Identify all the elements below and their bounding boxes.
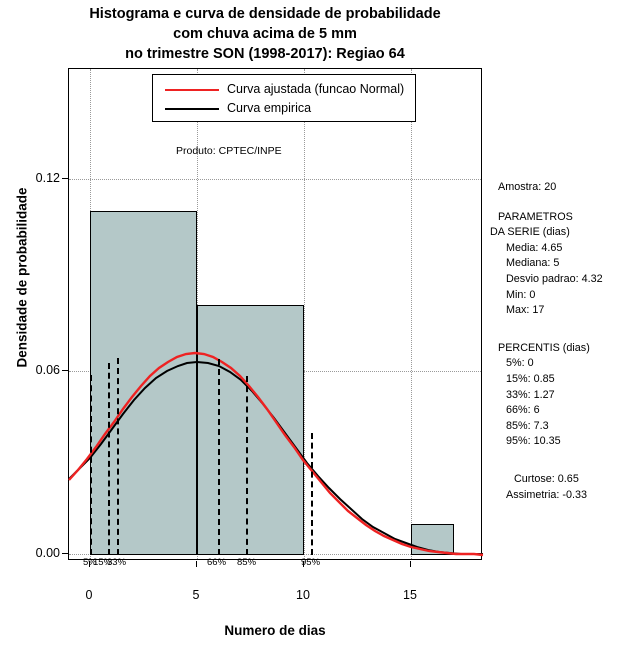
chart-title	[0, 4, 530, 64]
y-tick-label-2: 0.12	[35, 171, 60, 185]
legend-label-fitted: Curva ajustada (funcao Normal)	[227, 82, 405, 96]
percentile-label-95: 95%	[301, 557, 321, 568]
stat-p66: 66%: 6	[506, 404, 540, 417]
x-tick-label-1: 5	[192, 588, 200, 602]
produto-annotation: Produto: CPTEC/INPE	[176, 145, 282, 157]
percentile-label-15: 15%	[93, 557, 113, 568]
y-axis-label: Densidade de probabilidade	[14, 187, 30, 368]
fitted-normal-curve	[69, 353, 483, 555]
x-tick-label-3: 15	[403, 588, 417, 602]
y-tick-label-0: 0.00	[35, 546, 60, 560]
percentile-line-66	[218, 359, 220, 555]
percentile-line-15	[108, 363, 110, 555]
stat-p15: 15%: 0.85	[506, 372, 555, 385]
stat-params-header-1: PARAMETROS	[498, 210, 573, 223]
stat-curtose: Curtose: 0.65	[514, 472, 579, 485]
stat-media: Media: 4.65	[506, 241, 563, 254]
stat-sample-size: Amostra: 20	[498, 181, 557, 193]
percentile-label-5: 5%	[83, 557, 97, 568]
percentile-line-95	[311, 433, 313, 555]
percentile-label-66: 66%	[207, 557, 227, 568]
chart-title-line-1: Histograma e curva de densidade de probabilidade	[89, 6, 441, 22]
stat-percentis-header: PERCENTIS (dias)	[498, 341, 590, 354]
percentile-line-5	[90, 375, 92, 555]
plot-area	[68, 68, 482, 568]
x-tick-label-2: 10	[296, 588, 310, 602]
legend-swatch-fitted-icon	[165, 89, 219, 91]
percentile-label-33: 33%	[107, 557, 127, 568]
chart-title-line-2: com chuva acima de 5 mm	[173, 26, 357, 42]
stat-min: Min: 0	[506, 288, 536, 301]
statistics-panel	[490, 180, 638, 503]
stat-max: Max: 17	[506, 304, 545, 317]
percentile-line-33	[117, 358, 119, 555]
percentile-label-85: 85%	[237, 557, 257, 568]
stat-p5: 5%: 0	[506, 357, 534, 370]
chart-legend	[152, 74, 416, 122]
chart-title-line-3: no trimestre SON (1998-2017): Regiao 64	[125, 46, 405, 62]
stat-mediana: Mediana: 5	[506, 257, 560, 270]
density-curves	[69, 69, 483, 561]
stat-p85: 85%: 7.3	[506, 419, 549, 432]
x-tick-mark-3	[410, 561, 411, 567]
legend-label-empirical: Curva empirica	[227, 101, 312, 115]
empirical-curve	[69, 362, 483, 554]
x-tick-label-0: 0	[85, 588, 93, 602]
stat-desvio-padrao: Desvio padrao: 4.32	[506, 272, 603, 285]
stat-p33: 33%: 1.27	[506, 388, 555, 401]
x-tick-mark-1	[196, 561, 197, 567]
stat-params-header-2: DA SERIE (dias)	[490, 226, 570, 239]
y-tick-label-1: 0.06	[35, 363, 60, 377]
x-axis-label: Numero de dias	[224, 623, 326, 638]
legend-swatch-empirical-icon	[165, 108, 219, 110]
stat-p95: 95%: 10.35	[506, 435, 561, 448]
stat-assimetria: Assimetria: -0.33	[506, 488, 588, 501]
percentile-line-85	[246, 376, 248, 555]
